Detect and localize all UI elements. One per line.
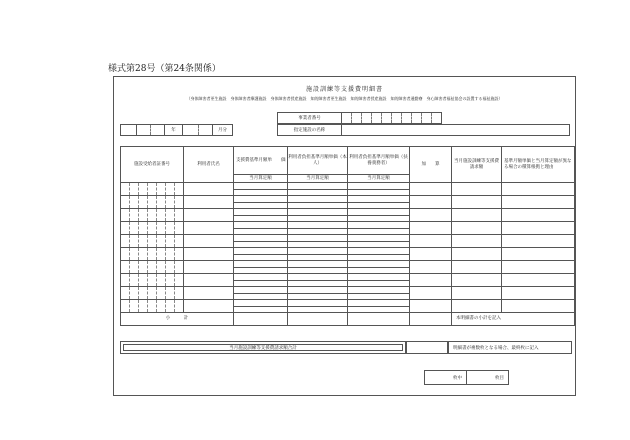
user-name-cell[interactable] <box>184 261 234 274</box>
facility-name-label: 指定施設の名称 <box>278 125 342 136</box>
id-number-digit[interactable] <box>130 287 139 300</box>
support-burden-cell[interactable] <box>348 196 410 209</box>
table-row <box>121 300 575 313</box>
reason-cell[interactable] <box>502 222 575 235</box>
business-number-digit[interactable] <box>432 113 442 124</box>
page-number[interactable]: 枚目 <box>467 371 509 385</box>
base-cost-cell[interactable] <box>234 222 288 235</box>
month-label: 月分 <box>213 125 233 136</box>
id-number-digit[interactable] <box>157 222 166 235</box>
subtotal-label: 小 計 <box>121 313 234 326</box>
base-cost-cell[interactable] <box>234 300 288 313</box>
base-cost-cell-split <box>234 222 287 234</box>
support-burden-cell[interactable] <box>348 183 410 196</box>
base-cost-cell[interactable] <box>234 183 288 196</box>
base-cost-cell[interactable] <box>234 274 288 287</box>
user-name-cell[interactable] <box>184 274 234 287</box>
id-number-digit[interactable] <box>148 209 157 222</box>
claim-cell[interactable] <box>452 287 502 300</box>
id-number-digit[interactable] <box>139 287 148 300</box>
id-number-digit[interactable] <box>139 300 148 313</box>
id-number-digit[interactable] <box>139 235 148 248</box>
col-claim: 当月施設訓練等支援費請求額 <box>452 147 502 183</box>
id-number-digit[interactable] <box>157 274 166 287</box>
id-number-digit[interactable] <box>148 183 157 196</box>
col-base-cost: 支援費基準月額単 価 <box>234 147 288 175</box>
user-burden-cell[interactable] <box>288 209 348 222</box>
base-cost-cell[interactable] <box>234 248 288 261</box>
id-number-digit[interactable] <box>121 196 130 209</box>
id-number-digit[interactable] <box>139 222 148 235</box>
support-burden-cell[interactable] <box>348 287 410 300</box>
total-amount-field[interactable] <box>406 341 448 354</box>
user-name-cell[interactable] <box>184 300 234 313</box>
id-number-digit[interactable] <box>130 248 139 261</box>
reason-cell[interactable] <box>502 300 575 313</box>
table-row <box>121 248 575 261</box>
id-number-digit[interactable] <box>157 209 166 222</box>
reason-cell[interactable] <box>502 196 575 209</box>
base-cost-cell-split <box>234 183 287 195</box>
business-number-digit[interactable] <box>342 113 352 124</box>
support-burden-cell-split <box>348 222 409 234</box>
id-number-digit[interactable] <box>139 274 148 287</box>
total-box <box>120 341 406 354</box>
col-reason: 基準月額単価と当月算定額が異なる場合の積算根拠と理由 <box>502 147 575 183</box>
id-number-digit[interactable] <box>139 261 148 274</box>
year-digit[interactable] <box>151 125 165 136</box>
user-name-cell[interactable] <box>184 248 234 261</box>
id-number-digit[interactable] <box>121 300 130 313</box>
month-digit[interactable] <box>183 125 199 136</box>
reason-cell[interactable] <box>502 209 575 222</box>
id-number-digit[interactable] <box>130 196 139 209</box>
claim-cell[interactable] <box>452 209 502 222</box>
id-number-digit[interactable] <box>157 248 166 261</box>
business-number-digit[interactable] <box>402 113 412 124</box>
support-burden-cell[interactable] <box>348 261 410 274</box>
base-cost-cell-split <box>234 209 287 221</box>
user-burden-cell[interactable] <box>288 261 348 274</box>
support-burden-cell[interactable] <box>348 274 410 287</box>
claim-cell[interactable] <box>452 248 502 261</box>
col-user-name: 利用者氏名 <box>184 147 234 183</box>
claim-cell[interactable] <box>452 235 502 248</box>
user-name-cell[interactable] <box>184 196 234 209</box>
id-number-digit[interactable] <box>175 287 184 300</box>
table-row <box>121 274 575 287</box>
year-label: 年 <box>165 125 183 136</box>
id-number-digit[interactable] <box>175 209 184 222</box>
support-burden-cell[interactable] <box>348 248 410 261</box>
id-number-digit[interactable] <box>121 222 130 235</box>
base-cost-cell-split <box>234 287 287 299</box>
id-number-digit[interactable] <box>175 261 184 274</box>
form-subtitle: （身体障害者更生施設 身体障害者療護施設 身体障害者授産施設 知的障害者更生施設 知的障害者授産施設 知的障害者通勤寮 身心障害者福祉協会の設置する福祉施設） <box>186 96 503 101</box>
id-number-digit[interactable] <box>130 209 139 222</box>
business-number-digit[interactable] <box>412 113 422 124</box>
col-addition: 加 算 <box>410 147 452 183</box>
id-number-digit[interactable] <box>121 209 130 222</box>
support-burden-cell-split <box>348 300 409 312</box>
col-support-burden: 利用者負担基準月額単価（扶養義務者） <box>348 147 410 175</box>
subtotal-user-burden[interactable] <box>288 313 348 326</box>
support-burden-cell-split <box>348 248 409 260</box>
base-cost-cell-split <box>234 300 287 312</box>
support-burden-cell-split <box>348 274 409 286</box>
id-number-digit[interactable] <box>139 248 148 261</box>
form-number: 様式第28号（第24条関係） <box>108 64 221 74</box>
user-burden-cell[interactable] <box>288 183 348 196</box>
id-number-digit[interactable] <box>157 235 166 248</box>
addition-cell[interactable] <box>410 222 452 235</box>
col-base-cost-sub: 当月算定額 <box>234 175 288 183</box>
addition-cell[interactable] <box>410 274 452 287</box>
claim-cell[interactable] <box>452 196 502 209</box>
id-number-digit[interactable] <box>148 235 157 248</box>
addition-cell[interactable] <box>410 287 452 300</box>
addition-cell[interactable] <box>410 183 452 196</box>
business-number-label: 事業者番号 <box>278 113 342 124</box>
business-number-digit[interactable] <box>422 113 432 124</box>
user-burden-cell-split <box>288 183 347 195</box>
col-support-burden-sub: 当月算定額 <box>348 175 410 183</box>
table-row <box>121 235 575 248</box>
table-row <box>121 183 575 196</box>
claim-cell[interactable] <box>452 300 502 313</box>
reason-cell[interactable] <box>502 274 575 287</box>
id-number-digit[interactable] <box>166 222 175 235</box>
base-cost-cell-split <box>234 248 287 260</box>
user-burden-cell[interactable] <box>288 222 348 235</box>
addition-cell[interactable] <box>410 261 452 274</box>
id-number-digit[interactable] <box>130 183 139 196</box>
id-number-digit[interactable] <box>121 287 130 300</box>
base-cost-cell-split <box>234 196 287 208</box>
id-number-digit[interactable] <box>166 248 175 261</box>
id-number-digit[interactable] <box>121 248 130 261</box>
support-burden-cell[interactable] <box>348 209 410 222</box>
id-number-digit[interactable] <box>175 248 184 261</box>
period-table <box>120 124 233 136</box>
id-number-digit[interactable] <box>157 196 166 209</box>
support-burden-cell-split <box>348 287 409 299</box>
id-number-digit[interactable] <box>148 222 157 235</box>
id-number-digit[interactable] <box>157 183 166 196</box>
id-number-digit[interactable] <box>121 183 130 196</box>
claim-cell[interactable] <box>452 222 502 235</box>
id-number-digit[interactable] <box>166 235 175 248</box>
support-burden-cell-split <box>348 235 409 247</box>
id-number-digit[interactable] <box>148 261 157 274</box>
id-number-digit[interactable] <box>175 196 184 209</box>
business-number-digit[interactable] <box>362 113 372 124</box>
total-note: 明細書が複数枚となる場合、最終枚に記入 <box>448 341 572 354</box>
id-number-digit[interactable] <box>166 300 175 313</box>
addition-cell[interactable] <box>410 235 452 248</box>
business-number-digit[interactable] <box>392 113 402 124</box>
support-burden-cell[interactable] <box>348 222 410 235</box>
user-burden-cell-split <box>288 209 347 221</box>
user-burden-cell-split <box>288 261 347 273</box>
id-number-digit[interactable] <box>157 287 166 300</box>
id-number-digit[interactable] <box>121 274 130 287</box>
business-number-digit[interactable] <box>372 113 382 124</box>
id-number-digit[interactable] <box>166 183 175 196</box>
table-row <box>121 261 575 274</box>
subtotal-note: 本明細書の小計を記入 <box>452 313 575 326</box>
reason-cell[interactable] <box>502 261 575 274</box>
id-number-digit[interactable] <box>130 261 139 274</box>
id-number-digit[interactable] <box>139 183 148 196</box>
reason-cell[interactable] <box>502 235 575 248</box>
business-number-digit[interactable] <box>382 113 392 124</box>
page-counter <box>424 370 509 385</box>
base-cost-cell[interactable] <box>234 196 288 209</box>
col-id-number: 施設受給者証番号 <box>121 147 184 183</box>
user-burden-cell-split <box>288 235 347 247</box>
id-number-digit[interactable] <box>121 261 130 274</box>
id-number-digit[interactable] <box>139 196 148 209</box>
id-number-digit[interactable] <box>121 235 130 248</box>
subtotal-base-cost[interactable] <box>234 313 288 326</box>
claim-cell[interactable] <box>452 274 502 287</box>
id-number-digit[interactable] <box>175 183 184 196</box>
table-row <box>121 287 575 300</box>
base-cost-cell[interactable] <box>234 261 288 274</box>
table-row <box>121 196 575 209</box>
support-burden-cell-split <box>348 183 409 195</box>
reason-cell[interactable] <box>502 183 575 196</box>
base-cost-cell[interactable] <box>234 287 288 300</box>
id-number-digit[interactable] <box>175 235 184 248</box>
table-row <box>121 209 575 222</box>
user-burden-cell[interactable] <box>288 235 348 248</box>
user-burden-cell-split <box>288 300 347 312</box>
base-cost-cell-split <box>234 261 287 273</box>
id-number-digit[interactable] <box>166 196 175 209</box>
base-cost-cell[interactable] <box>234 209 288 222</box>
sheet-count[interactable]: 枚中 <box>425 371 467 385</box>
support-burden-cell[interactable] <box>348 235 410 248</box>
user-burden-cell-split <box>288 274 347 286</box>
user-burden-cell-split <box>288 248 347 260</box>
claim-cell[interactable] <box>452 261 502 274</box>
user-burden-cell-split <box>288 222 347 234</box>
user-burden-cell[interactable] <box>288 274 348 287</box>
id-number-digit[interactable] <box>130 235 139 248</box>
user-burden-cell[interactable] <box>288 287 348 300</box>
month-digit[interactable] <box>199 125 213 136</box>
addition-cell[interactable] <box>410 196 452 209</box>
detail-table <box>120 146 575 326</box>
reason-cell[interactable] <box>502 287 575 300</box>
user-name-cell[interactable] <box>184 222 234 235</box>
support-burden-cell-split <box>348 261 409 273</box>
id-number-digit[interactable] <box>175 222 184 235</box>
base-cost-cell-split <box>234 235 287 247</box>
business-number-digit[interactable] <box>352 113 362 124</box>
support-burden-cell[interactable] <box>348 300 410 313</box>
subtotal-support-burden[interactable] <box>348 313 410 326</box>
id-number-digit[interactable] <box>130 300 139 313</box>
facility-name-field[interactable] <box>342 125 570 136</box>
col-user-burden: 利用者負担基準月額単価（本人） <box>288 147 348 175</box>
id-number-digit[interactable] <box>130 222 139 235</box>
col-user-burden-sub: 当月算定額 <box>288 175 348 183</box>
id-number-digit[interactable] <box>148 196 157 209</box>
user-burden-cell[interactable] <box>288 300 348 313</box>
support-burden-cell-split <box>348 209 409 221</box>
id-number-digit[interactable] <box>166 287 175 300</box>
id-number-digit[interactable] <box>157 261 166 274</box>
base-cost-cell[interactable] <box>234 235 288 248</box>
year-digit[interactable] <box>137 125 151 136</box>
user-burden-cell-split <box>288 196 347 208</box>
id-number-digit[interactable] <box>139 209 148 222</box>
total-label: 当月施設訓練等支援費請求額合計 <box>123 344 403 351</box>
id-number-digit[interactable] <box>157 300 166 313</box>
id-number-digit[interactable] <box>148 300 157 313</box>
user-name-cell[interactable] <box>184 235 234 248</box>
user-name-cell[interactable] <box>184 287 234 300</box>
era-field[interactable] <box>121 125 137 136</box>
user-burden-cell[interactable] <box>288 248 348 261</box>
id-number-digit[interactable] <box>166 274 175 287</box>
addition-cell[interactable] <box>410 248 452 261</box>
user-name-cell[interactable] <box>184 209 234 222</box>
base-cost-cell-split <box>234 274 287 286</box>
id-number-digit[interactable] <box>166 261 175 274</box>
id-number-digit[interactable] <box>148 248 157 261</box>
addition-cell[interactable] <box>410 209 452 222</box>
id-number-digit[interactable] <box>175 274 184 287</box>
subtotal-addition[interactable] <box>410 313 452 326</box>
id-number-digit[interactable] <box>130 274 139 287</box>
user-burden-cell[interactable] <box>288 196 348 209</box>
facility-name-table <box>277 124 570 136</box>
user-burden-cell-split <box>288 287 347 299</box>
id-number-digit[interactable] <box>148 274 157 287</box>
claim-cell[interactable] <box>452 183 502 196</box>
addition-cell[interactable] <box>410 300 452 313</box>
form-title: 施設訓練等支援費明細書 <box>305 86 383 93</box>
table-row <box>121 222 575 235</box>
id-number-digit[interactable] <box>175 300 184 313</box>
id-number-digit[interactable] <box>148 287 157 300</box>
support-burden-cell-split <box>348 196 409 208</box>
id-number-digit[interactable] <box>166 209 175 222</box>
user-name-cell[interactable] <box>184 183 234 196</box>
reason-cell[interactable] <box>502 248 575 261</box>
business-info-table <box>277 112 442 124</box>
